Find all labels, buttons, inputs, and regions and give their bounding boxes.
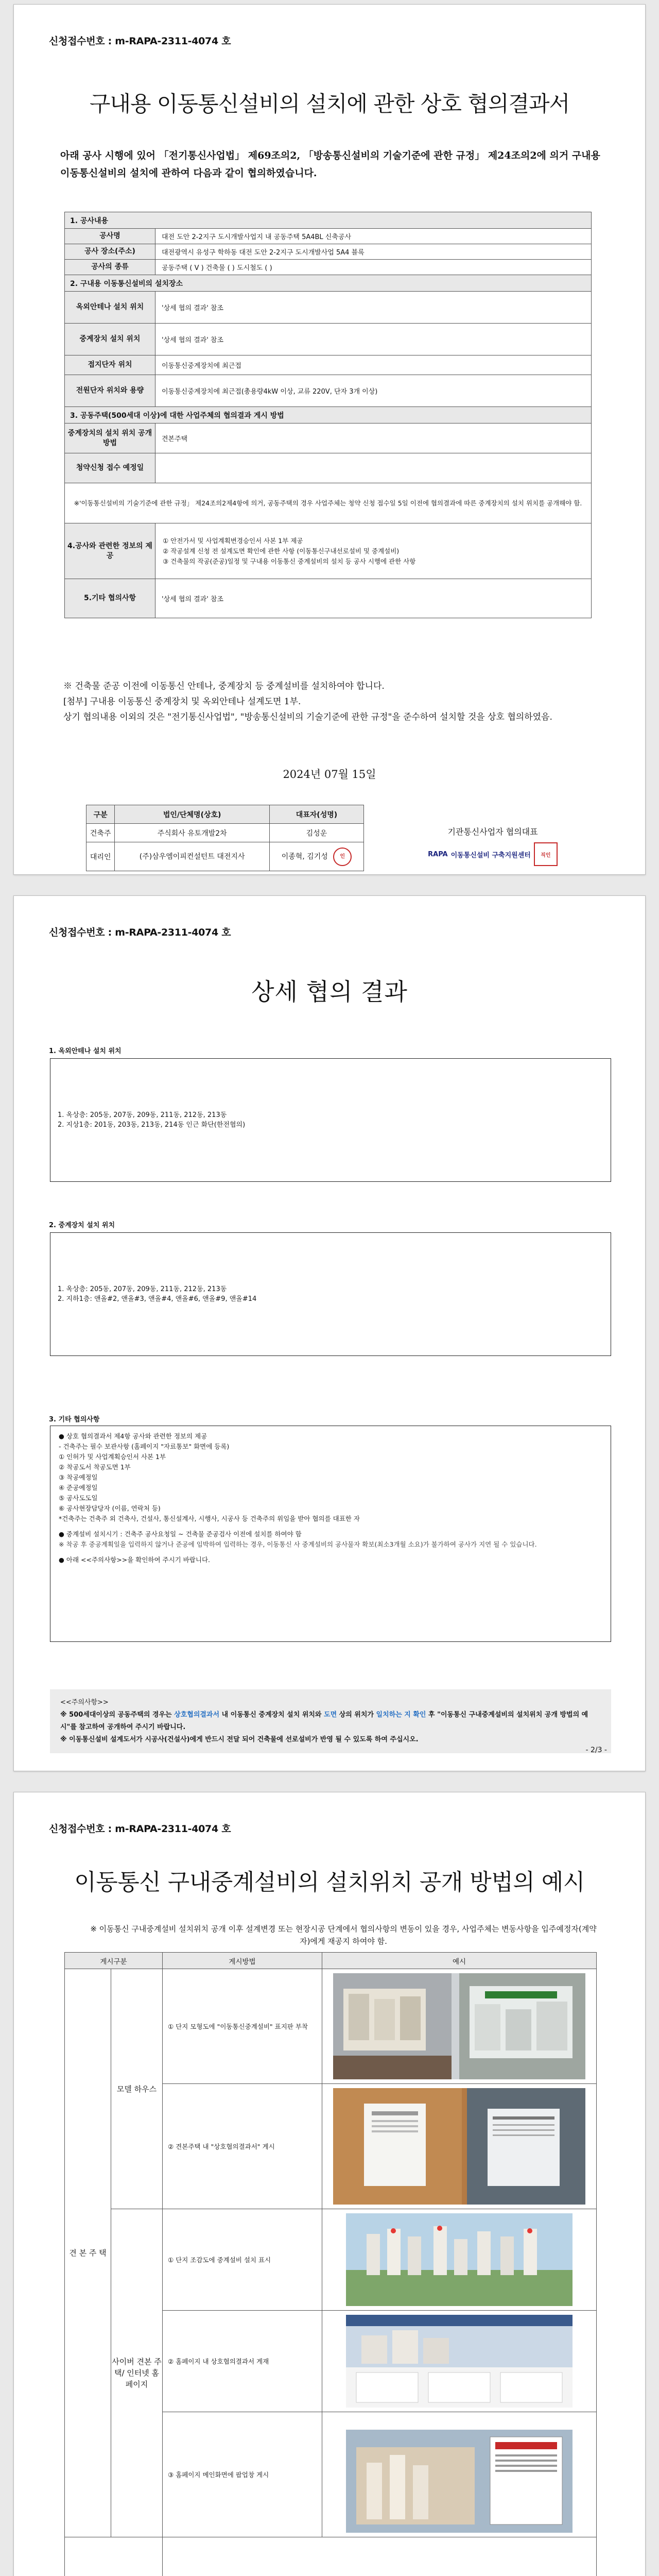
matter-line: ※ 착공 후 중공계획일을 입력하지 않거나 준공에 임박하여 입력하는 경우, 이동통신 사 중계설비의 공사물자 확보(최소3개월 소요)가 불가하여 공사가 지연 될 수 있습니다. xyxy=(59,1540,537,1548)
role-cell: 건축주 xyxy=(86,824,115,842)
table-row xyxy=(65,523,592,579)
matter-line: ● 중계설비 설치시기 : 건축주 공사요청일 ~ 건축물 준공검사 이전에 설치를 하여야 함 xyxy=(59,1530,302,1538)
aerial-rendering-image xyxy=(346,2213,573,2306)
document-page-2 xyxy=(13,895,646,1771)
location-line: 1. 옥상층: 205동, 207동, 209동, 211동, 212동, 213동 xyxy=(58,1111,227,1119)
rep-cell: 김성운 xyxy=(269,824,363,842)
notice-line xyxy=(60,1709,601,1734)
carrier-representative xyxy=(426,825,560,866)
notice-highlight: 일치하는 지 확인 xyxy=(376,1711,426,1719)
row-value: '상세 협의 결과' 참조 xyxy=(155,324,592,355)
section-1-header: 1. 공사내용 xyxy=(65,212,592,229)
example-cell xyxy=(322,2084,597,2209)
matter-line: ④ 준공예정일 xyxy=(59,1484,98,1492)
matter-line: ① 인허가 및 사업계획승인서 사본 1부 xyxy=(59,1453,166,1461)
matter-line: ⑤ 공사도도일 xyxy=(59,1494,98,1502)
column-header: 구분 xyxy=(86,805,115,824)
row-label: 4.공사와 관련한 정보의 제공 xyxy=(65,523,155,579)
role-cell: 대리인 xyxy=(86,842,115,871)
registration-number: 신청접수번호 : m-RAPA-2311-4074 호 xyxy=(49,927,231,938)
matter-line: - 건축주는 필수 보관사항 (홈페이지 "자료통보" 화면에 등록) xyxy=(59,1443,230,1450)
method-cell: ③ 홈페이지 메인화면에 팝업창 게시 xyxy=(163,2412,322,2537)
list-item: ② 작공설계 신청 전 설계도면 확인에 관한 사항 (이동통신구내선로설비 및 중계설비) xyxy=(163,547,400,555)
table-row xyxy=(65,292,592,324)
recruitment-notice-content xyxy=(163,2537,597,2576)
notice-text: 후 "이동통신 구내중계설비의 설치위치 공개 방법의 예시"를 참고하여 공개하여 주시기 바랍니다. xyxy=(60,1711,588,1731)
location-line: 2. 지하1층: 앤올#2, 앤올#3, 앤올#4, 앤올#6, 앤올#9, 앤올#14 xyxy=(58,1295,257,1303)
row-value: 이동통신중계장치에 최근접 xyxy=(155,355,592,375)
matter-line: ● 아래 <<주의사항>>을 확인하여 주시기 바랍니다. xyxy=(59,1556,210,1564)
official-seal-icon: 직인 xyxy=(534,842,558,866)
column-header: 예시 xyxy=(322,1953,597,1969)
table-row xyxy=(86,842,364,871)
caution-notice xyxy=(50,1689,611,1753)
row-value: 대전광역시 유성구 학하동 대전 도안 2-2지구 도시개발사업 5A4 블록 xyxy=(155,244,592,260)
table-row xyxy=(65,355,592,375)
document-date: 2024년 07월 15일 xyxy=(283,768,376,781)
page-number: - 2/3 - xyxy=(585,1746,607,1754)
column-header: 대표자(성명) xyxy=(269,805,363,824)
notice-highlight: 상호협의결과서 xyxy=(174,1711,220,1719)
repeater-location-box xyxy=(50,1232,611,1356)
table-row xyxy=(65,453,592,483)
table-row xyxy=(65,2537,597,2576)
list-item: ① 안전가서 및 사업계획변경승인서 사본 1부 제공 xyxy=(163,536,303,545)
matter-line: ③ 착공예정일 xyxy=(59,1473,98,1481)
antenna-location-box xyxy=(50,1058,611,1182)
list-item: ③ 건축물의 작공(준공)일정 및 구내용 이동통신 중계설비의 설치 등 공사 시행에 관한 사항 xyxy=(163,557,416,565)
org-cell: (주)삼우엠이피컨설턴트 대전지사 xyxy=(115,842,270,871)
example-cell xyxy=(322,1969,597,2084)
model-signboard-photo xyxy=(333,1973,585,2079)
row-label: 옥외안테나 설치 위치 xyxy=(65,292,155,324)
registration-number: 신청접수번호 : m-RAPA-2311-4074 호 xyxy=(49,1823,231,1835)
matter-line: *건축주는 건축주 외 건축사, 건설사, 통신설계사, 시행사, 시공사 등 건축주의 위임을 받아 협의를 대표한 자 xyxy=(59,1515,360,1522)
other-matters-box xyxy=(50,1426,611,1642)
section-heading: 3. 기타 협의사항 xyxy=(49,1416,100,1423)
notice-heading: <<주의사항>> xyxy=(60,1699,109,1706)
row-label: 공사 장소(주소) xyxy=(65,244,155,260)
matter-line: ② 착공도서 착공도면 1부 xyxy=(59,1463,131,1471)
location-line: 1. 옥상층: 205동, 207동, 209동, 211동, 212동, 213동 xyxy=(58,1285,227,1293)
table-row xyxy=(65,1969,597,2084)
example-cell xyxy=(322,2412,597,2537)
row-label: 청약신청 접수 예정일 xyxy=(65,453,155,483)
row-label: 중계장치의 설치 위치 공개방법 xyxy=(65,423,155,453)
disclosure-methods-table xyxy=(64,1952,597,2576)
row-value: 이동통신중계장치에 최근접(총용량4kW 이상, 교류 220V, 단자 3개 이상) xyxy=(155,375,592,407)
matter-line: ⑥ 공사현장담당자 (이름, 연락처 등) xyxy=(59,1504,161,1512)
row-label: 공사명 xyxy=(65,229,155,244)
info-provision-list xyxy=(155,523,592,579)
org-cell: 주식회사 유토개발2차 xyxy=(115,824,270,842)
rep-name: 이종혁, 김기성 xyxy=(281,852,328,861)
page-title: 상세 협의 결과 xyxy=(251,978,408,1006)
table-row xyxy=(65,260,592,275)
note-line: 상기 협의내용 이외의 것은 "전기통신사업법", "방송통신설비의 기술기준에 관한 규정"을 준수하여 설치할 것을 상호 협의하였음. xyxy=(63,712,552,722)
row-value: 대전 도안 2-2지구 도시개발사업지 내 공동주택 5A4BL 신축공사 xyxy=(155,229,592,244)
note-line: [첨부] 구내용 이동통신 중계장치 및 옥외안테나 설계도면 1부. xyxy=(63,697,301,707)
notice-text: 상의 위치가 xyxy=(337,1711,376,1719)
notice-text: ※ 500세대이상의 공동주택의 경우는 xyxy=(60,1711,175,1719)
section-2-header: 2. 구내용 이동통신설비의 설치장소 xyxy=(65,275,592,292)
intro-paragraph: 아래 공사 시행에 있어 「전기통신사업법」 제69조의2, 「방송통신설비의 기술기준에 관한 규정」 제24조의2에 의거 구내용 이동통신설비의 설치에 관하여 다음과 같이 협의하였습니다. xyxy=(60,150,600,179)
row-label: 전원단자 위치와 용량 xyxy=(65,375,155,407)
model-house-group-label: 견 본 주 택 xyxy=(65,1969,111,2537)
popup-screenshot-image xyxy=(346,2416,573,2533)
representative-caption: 기관통신사업자 협의대표 xyxy=(447,827,538,837)
section-3-header: 3. 공동주택(500세대 이상)에 대한 사업주체의 협의결과 게시 방법 xyxy=(65,407,592,423)
table-row xyxy=(65,244,592,260)
sub-category-label: 모델 하우스 xyxy=(111,1969,163,2209)
row-label: 접지단자 위치 xyxy=(65,355,155,375)
posting-note: ※'이동통신설비의 기술기준에 관한 규정」 제24조의2제4항에 의거, 공동주택의 경우 사업주체는 청약 신청 접수일 5일 이전에 협의결과에 따른 중계장치의 설치 위치를 공개해야 함. xyxy=(65,483,592,523)
column-header: 게시방법 xyxy=(163,1953,322,1969)
table-row xyxy=(65,324,592,355)
row-value: 공동주택 ( V ) 건축물 ( ) 도시철도 ( ) xyxy=(155,260,592,275)
table-row xyxy=(65,423,592,453)
table-row xyxy=(65,229,592,244)
signature-table xyxy=(86,805,364,871)
row-value: '상세 협의 결과' 참조 xyxy=(155,579,592,618)
document-page-3 xyxy=(13,1792,646,2576)
section-heading: 2. 중계장치 설치 위치 xyxy=(49,1222,115,1229)
note-line: ※ 건축물 준공 이전에 이동통신 안테나, 중계장치 등 중계설비를 설치하여야 합니다. xyxy=(63,681,385,691)
center-name: 이동통신설비 구축지원센터 xyxy=(450,851,531,859)
rapa-logo-icon: RAPA xyxy=(428,850,448,858)
row-value: 견본주택 xyxy=(155,423,592,453)
method-cell: ① 단지 조감도에 중계설비 설치 표시 xyxy=(163,2209,322,2311)
registration-number: 신청접수번호 : m-RAPA-2311-4074 호 xyxy=(49,36,231,47)
posted-agreement-photo xyxy=(333,2088,585,2205)
notes xyxy=(63,679,599,725)
location-line: 2. 지상1층: 201동, 203동, 213동, 214동 인근 화단(한전협의) xyxy=(58,1121,246,1129)
subtitle-note: ※ 이동통신 구내중계설비 설치위치 공개 이후 설계변경 또는 현장시공 단계에서 협의사항의 변동이 있을 경우, 사업주체는 변동사항을 입주예정자(계약자)에게 재공지 하여야 함. xyxy=(90,1924,597,1946)
page-title: 구내용 이동통신설비의 설치에 관한 상호 협의결과서 xyxy=(89,91,570,116)
row-label: 5.기타 협의사항 xyxy=(65,579,155,618)
sub-category-label: 사이버 견본 주택/ 인터넷 홈페이지 xyxy=(111,2209,163,2537)
page-title: 이동통신 구내중계설비의 설치위치 공개 방법의 예시 xyxy=(74,1869,585,1895)
row-value xyxy=(155,453,592,483)
notice-text: 내 이동통신 중계장치 설치 위치와 xyxy=(219,1711,324,1719)
method-cell: ① 단지 모형도에 "이동통신중계설비" 표지판 부착 xyxy=(163,1969,322,2084)
document-page-1 xyxy=(13,4,646,875)
row-value: '상세 협의 결과' 참조 xyxy=(155,292,592,324)
notice-line: ※ 이동통신설비 설계도서가 시공사(건설사)에게 반드시 전달 되어 건축물에 선로설비가 반영 될 수 있도록 하여 주십시오. xyxy=(60,1736,419,1743)
table-row xyxy=(65,375,592,407)
agreement-table xyxy=(64,212,592,618)
table-row xyxy=(86,824,364,842)
method-cell: ② 홈페이지 내 상호협의결과서 게재 xyxy=(163,2311,322,2412)
table-row xyxy=(65,2209,597,2311)
row-label: 공사의 종류 xyxy=(65,260,155,275)
example-cell xyxy=(322,2311,597,2412)
column-header: 게시구분 xyxy=(65,1953,163,1969)
method-cell: ② 견본주택 내 "상호협의결과서" 게시 xyxy=(163,2084,322,2209)
seal-stamp-icon: 인 xyxy=(333,848,352,866)
column-header: 법인/단체명(상호) xyxy=(115,805,270,824)
rep-cell xyxy=(269,842,363,871)
example-cell xyxy=(322,2209,597,2311)
matter-line: ● 상호 협의결과서 제4항 공사와 관련한 정보의 제공 xyxy=(59,1432,207,1440)
table-row xyxy=(65,579,592,618)
section-heading: 1. 옥외안테나 설치 위치 xyxy=(49,1047,122,1055)
homepage-screenshot-image xyxy=(346,2315,573,2408)
recruitment-notice-label xyxy=(65,2537,163,2576)
notice-highlight: 도면 xyxy=(324,1711,337,1719)
row-label: 중계장치 설치 위치 xyxy=(65,324,155,355)
